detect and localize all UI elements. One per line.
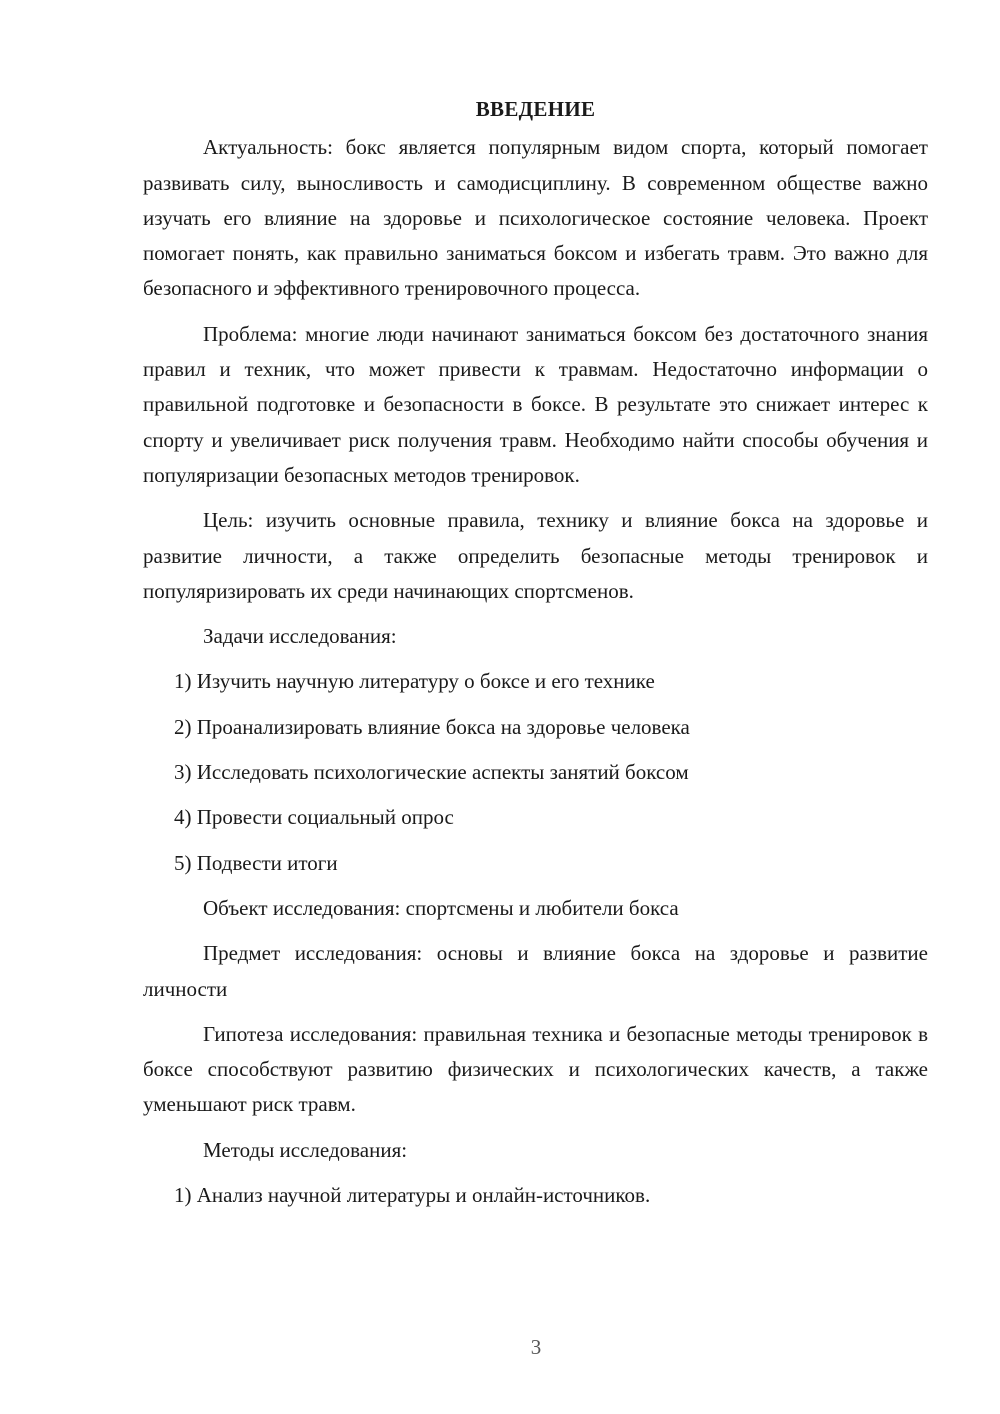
task-item: 1) Изучить научную литературу о боксе и его технике <box>174 669 655 694</box>
paragraph-object: Объект исследования: спортсмены и любители бокса <box>203 895 679 920</box>
paragraph-subject: Предмет исследования: основы и влияние бокса на здоровье и развитие личности <box>143 941 928 1001</box>
method-item: 1) Анализ научной литературы и онлайн-источников. <box>174 1183 651 1208</box>
task-item: 3) Исследовать психологические аспекты занятий боксом <box>174 760 689 785</box>
section-title: ВВЕДЕНИЕ <box>475 97 596 121</box>
page-content <box>143 92 928 1223</box>
paragraph-relevance: Актуальность: бокс является популярным видом спорта, который помогает развивать силу, выносливость и самодисциплину. В современном обществе важно изучать его влияние на здоровье и психологическое состояние человека. Проект помогает понять, как правильно заниматься боксом и избегать травм. Это важно для безопасного и эффективного тренировочного процесса. <box>143 135 928 301</box>
paragraph-problem: Проблема: многие люди начинают заниматься боксом без достаточного знания правил и техник, что может привести к травмам. Недостаточно информации о правильной подготовке и безопасности в боксе. В результате это снижает интерес к спорту и увеличивает риск получения травм. Необходимо найти способы обучения и популяризации безопасных методов тренировок. <box>143 321 928 487</box>
methods-heading: Методы исследования: <box>203 1137 408 1162</box>
paragraph-hypothesis: Гипотеза исследования: правильная техника и безопасные методы тренировок в боксе способствуют развитию физических и психологических качеств, а также уменьшают риск травм. <box>143 1021 928 1117</box>
paragraph-goal: Цель: изучить основные правила, технику и влияние бокса на здоровье и развитие личности, а также определить безопасные методы тренировок и популяризировать их среди начинающих спортсменов. <box>143 508 928 603</box>
task-item: 5) Подвести итоги <box>174 850 338 875</box>
task-item: 4) Провести социальный опрос <box>174 805 454 830</box>
tasks-heading: Задачи исследования: <box>203 624 397 649</box>
page-number: 3 <box>530 1335 542 1359</box>
task-item: 2) Проанализировать влияние бокса на здоровье человека <box>174 714 690 739</box>
